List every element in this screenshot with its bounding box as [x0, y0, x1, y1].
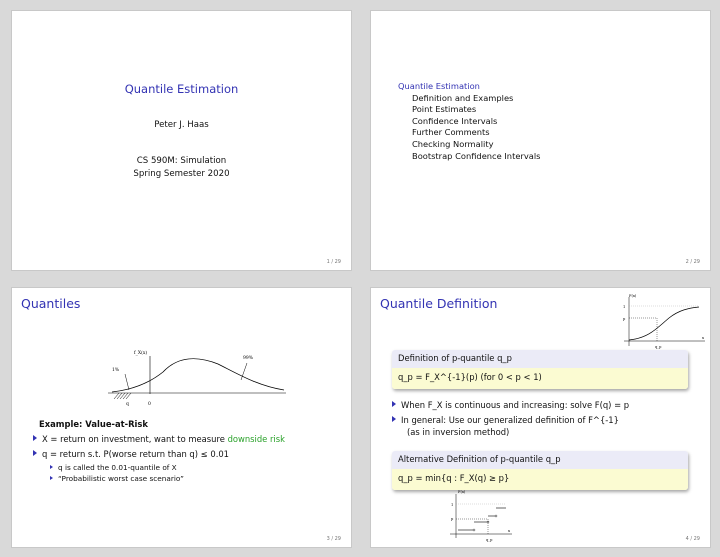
sub-bullet-item	[50, 463, 177, 472]
slide-title	[12, 11, 351, 270]
bullet-icon	[50, 465, 53, 469]
slide-outline	[371, 11, 710, 270]
outline-item: Confidence Intervals	[412, 115, 498, 126]
outline-item: Bootstrap Confidence Intervals	[412, 150, 541, 161]
qp-tick-label: q_p	[486, 538, 493, 542]
p-tick-label: p	[623, 317, 626, 321]
x-axis-label: x	[702, 336, 705, 340]
bullet-continuation: (as in inversion method)	[407, 427, 510, 437]
outline-item: Point Estimates	[412, 104, 477, 115]
slide-heading: Quantiles	[21, 296, 81, 311]
bullet-text: q = return s.t. P(worse return than q) ≤ 0.01	[42, 449, 230, 459]
outline-item: Further Comments	[412, 127, 490, 138]
bullet-item	[33, 434, 285, 444]
y-axis-label: F(x)	[458, 490, 466, 494]
bullet-icon	[392, 416, 396, 422]
left-tail-label: 1%	[112, 368, 120, 373]
qp-tick-label: q_p	[655, 345, 662, 349]
bullet-icon	[392, 401, 396, 407]
bullet-text: In general: Use our generalized definition of F^{-1}	[401, 415, 619, 425]
p-tick-label: p	[451, 517, 454, 521]
bullet-text: X = return on investment, want to measure	[42, 434, 228, 444]
zero-tick-label: 0	[148, 402, 151, 407]
page-number: 2 / 29	[685, 259, 700, 265]
alternative-definition-block	[392, 451, 688, 490]
step-cdf-figure	[446, 488, 526, 544]
bullet-icon	[33, 450, 37, 456]
author: Peter J. Haas	[154, 120, 209, 130]
definition-title: Definition of p-quantile q_p	[392, 350, 688, 368]
x-axis-label: x	[508, 529, 511, 533]
outline	[398, 81, 540, 162]
one-tick-label: 1	[623, 305, 626, 309]
bullet-item	[392, 400, 629, 410]
y-axis-label: f_X(x)	[134, 351, 148, 356]
outline-section: Quantile Estimation	[398, 81, 480, 91]
slide-heading: Quantile Definition	[380, 296, 498, 311]
highlight-text: downside risk	[227, 434, 285, 444]
term: Spring Semester 2020	[133, 169, 230, 179]
page-number: 3 / 29	[326, 536, 341, 542]
y-axis-label: F(x)	[629, 294, 637, 298]
slide-quantile-definition	[371, 288, 710, 547]
outline-item: Checking Normality	[412, 138, 494, 149]
page-number: 4 / 29	[685, 536, 700, 542]
density-figure	[108, 344, 288, 410]
bullet-icon	[33, 435, 37, 441]
slide-quantiles	[12, 288, 351, 547]
sub-bullet-item	[50, 474, 184, 483]
bullet-text: When F_X is continuous and increasing: solve F(q) = p	[401, 400, 630, 410]
definition-title: Alternative Definition of p-quantile q_p	[392, 451, 688, 469]
one-tick-label: 1	[451, 503, 454, 507]
continuous-cdf-figure	[619, 293, 707, 351]
bullet-item	[392, 415, 619, 425]
definition-body: q_p = F_X^{-1}(p) (for 0 < p < 1)	[392, 368, 688, 389]
q-tick-label: q	[126, 402, 129, 407]
right-mass-label: 99%	[243, 356, 254, 361]
bullet-item	[33, 449, 229, 459]
definition-body: q_p = min{q : F_X(q) ≥ p}	[392, 469, 688, 490]
sub-bullet-text: “Probabilistic worst case scenario”	[58, 474, 184, 483]
bullet-icon	[50, 476, 53, 480]
presentation-title: Quantile Estimation	[124, 82, 239, 96]
outline-item: Definition and Examples	[412, 92, 514, 103]
example-heading: Example: Value-at-Risk	[39, 419, 148, 429]
course: CS 590M: Simulation	[136, 156, 227, 166]
page-number: 1 / 29	[326, 259, 341, 265]
definition-block	[392, 350, 688, 389]
sub-bullet-text: q is called the 0.01-quantile of X	[58, 463, 177, 472]
